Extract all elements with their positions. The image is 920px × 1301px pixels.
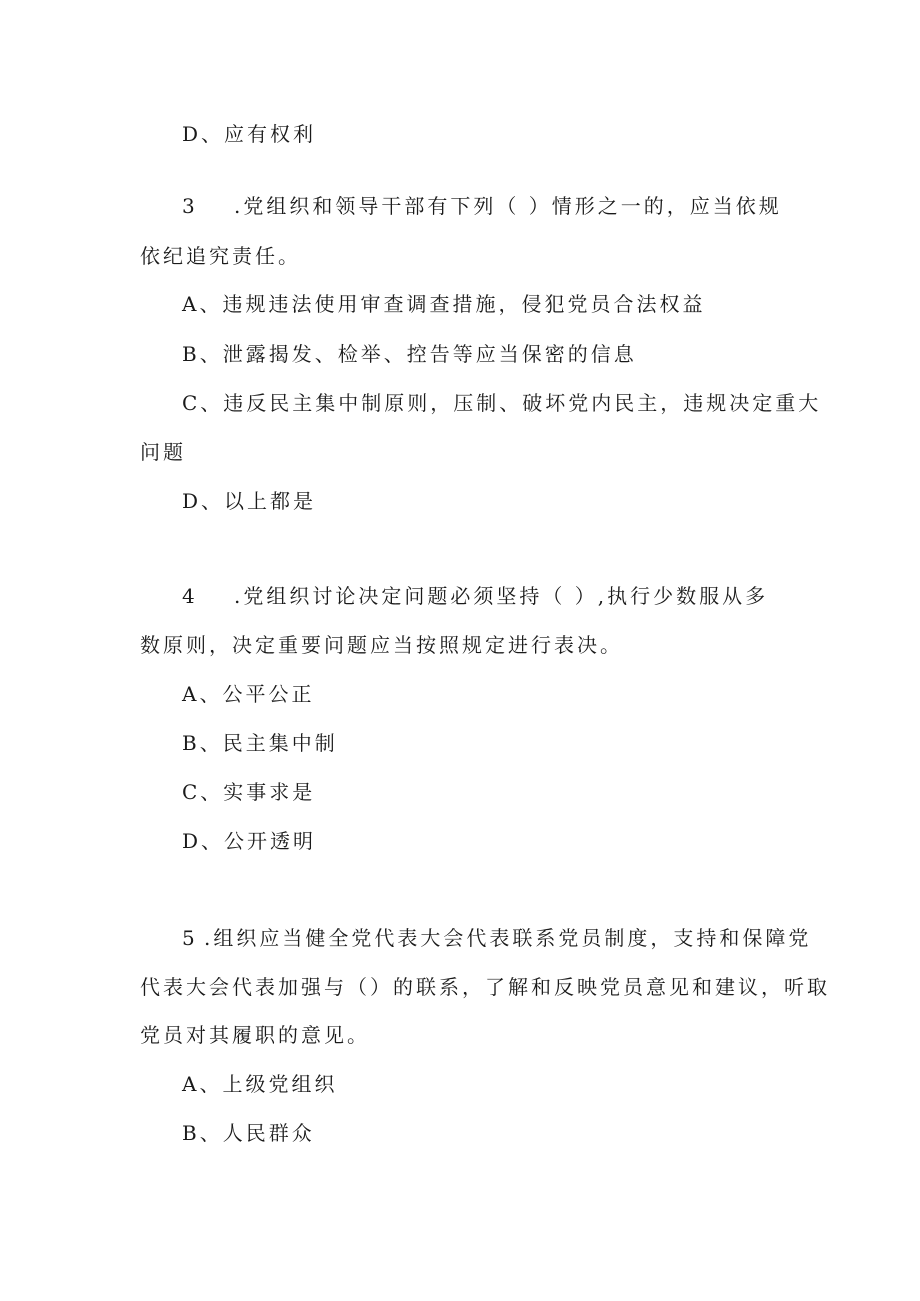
question-3-line-1: [182, 192, 782, 220]
option-4a: A、公平公正: [182, 682, 315, 706]
option-2d: D、应有权利: [182, 122, 317, 146]
question-5-number: 5: [182, 926, 198, 950]
option-3c-line-1: C、违反民主集中制原则，压制、破坏党内民主，违规决定重大: [182, 391, 822, 415]
question-3-line-2: 依纪追究责任。: [140, 244, 301, 268]
question-3-text: .党组织和领导干部有下列（ ）情形之一的，应当依规: [234, 194, 782, 218]
option-3b: B、泄露揭发、检举、控告等应当保密的信息: [182, 342, 637, 366]
option-4b: B、民主集中制: [182, 731, 338, 755]
question-5-text: .组织应当健全党代表大会代表联系党员制度，支持和保障党: [204, 926, 812, 950]
option-3d: D、以上都是: [182, 489, 317, 513]
option-4d: D、公开透明: [182, 829, 317, 853]
option-3c-line-2: 问题: [140, 440, 186, 464]
question-4-number: 4: [182, 584, 198, 608]
option-5a: A、上级党组织: [182, 1072, 338, 1096]
option-3a: A、违规违法使用审查调查措施，侵犯党员合法权益: [182, 292, 706, 316]
question-5-line-2: 代表大会代表加强与（）的联系，了解和反映党员意见和建议，听取: [140, 975, 830, 999]
question-4-line-1: [182, 582, 768, 610]
question-3-number: 3: [182, 194, 198, 218]
question-4-text: .党组织讨论决定问题必须坚持（ ）,执行少数服从多: [234, 584, 769, 608]
question-5-line-1: [182, 924, 811, 952]
question-5-line-3: 党员对其履职的意见。: [140, 1023, 370, 1047]
option-4c: C、实事求是: [182, 780, 316, 804]
option-5b: B、人民群众: [182, 1121, 315, 1145]
question-4-line-2: 数原则，决定重要问题应当按照规定进行表决。: [140, 633, 623, 657]
